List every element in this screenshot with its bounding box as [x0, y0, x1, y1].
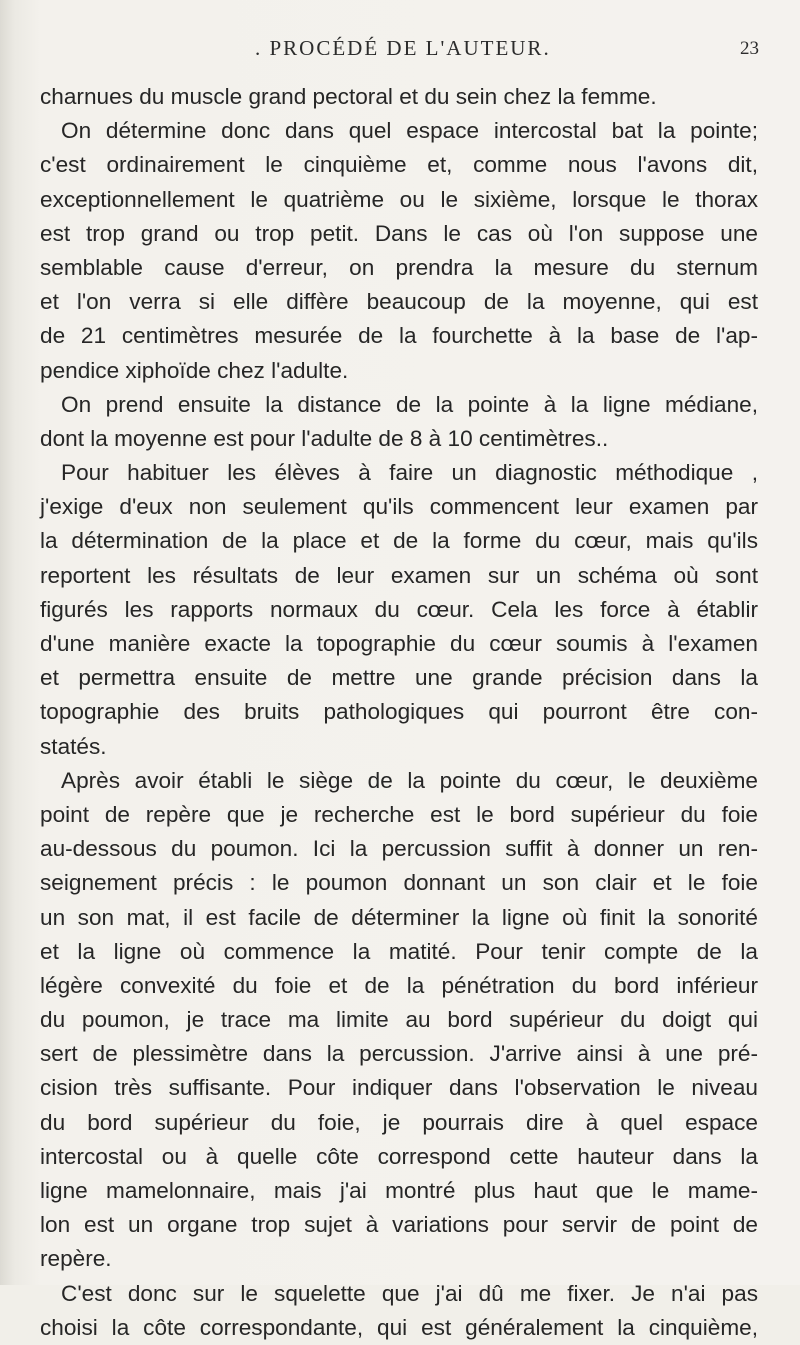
paragraph — [40, 1277, 758, 1345]
paragraph — [40, 114, 758, 388]
text-line: Après avoir établi le siège de la pointe du cœur, le deuxième — [61, 767, 758, 793]
text-line: au-dessous du poumon. Ici la percussion suffit à donner un ren- — [40, 836, 758, 862]
text-line: choisi la côte correspondante, qui est généralement la cinquième, — [40, 1314, 758, 1340]
paragraph — [40, 764, 758, 1277]
text-line: un son mat, il est facile de déterminer la ligne où finit la sonorité — [40, 904, 758, 930]
running-title: . PROCÉDÉ DE L'AUTEUR. — [255, 36, 551, 60]
page-number: 23 — [740, 38, 759, 59]
text-line: point de repère que je recherche est le bord supérieur du foie — [40, 801, 758, 827]
text-line: On prend ensuite la distance de la pointe à la ligne médiane, — [61, 391, 758, 417]
text-line: statés. — [40, 733, 107, 759]
text-line: Pour habituer les élèves à faire un diagnostic méthodique , — [61, 460, 758, 486]
text-line: du poumon, je trace ma limite au bord supérieur du doigt qui — [40, 1007, 758, 1033]
text-line: reportent les résultats de leur examen sur un schéma où sont — [40, 562, 758, 588]
text-line: ligne mamelonnaire, mais j'ai montré plus haut que le mame- — [40, 1178, 758, 1203]
text-line: cision très suffisante. Pour indiquer dans l'observation le niveau — [40, 1075, 758, 1101]
text-line: repère. — [40, 1246, 112, 1272]
text-line: lon est un organe trop sujet à variations pour servir de point de — [40, 1212, 758, 1238]
text-line: c'est ordinairement le cinquième et, comme nous l'avons dit, — [40, 152, 758, 178]
text-line: figurés les rapports normaux du cœur. Cela les force à établir — [40, 596, 758, 622]
text-line: et la ligne où commence la matité. Pour tenir compte de la — [40, 938, 758, 964]
text-line: est trop grand ou trop petit. Dans le cas où l'on suppose une — [40, 220, 758, 246]
text-line: et permettra ensuite de mettre une grande précision dans la — [40, 665, 758, 691]
text-line: On détermine donc dans quel espace intercostal bat la pointe; — [61, 118, 758, 144]
text-line: semblable cause d'erreur, on prendra la mesure du sternum — [40, 254, 758, 280]
text-line: intercostal ou à quelle côte correspond cette hauteur dans la — [40, 1143, 758, 1169]
paragraph — [40, 388, 758, 456]
text-line: charnues du muscle grand pectoral et du sein chez la femme. — [40, 84, 657, 109]
text-line: d'une manière exacte la topographie du cœur soumis à l'examen — [40, 631, 758, 656]
text-line: seignement précis : le poumon donnant un son clair et le foie — [40, 870, 758, 896]
paragraph — [40, 456, 758, 764]
text-line: topographie des bruits pathologiques qui pourront être con- — [40, 699, 758, 725]
body-text — [40, 80, 758, 1345]
text-line: sert de plessimètre dans la percussion. J'arrive ainsi à une pré- — [40, 1041, 758, 1067]
text-line: de 21 centimètres mesurée de la fourchette à la base de l'ap- — [40, 323, 758, 349]
text-line: dont la moyenne est pour l'adulte de 8 à 10 centimètres.. — [40, 425, 609, 451]
text-line: C'est donc sur le squelette que j'ai dû me fixer. Je n'ai pas — [61, 1280, 758, 1306]
text-line: j'exige d'eux non seulement qu'ils commencent leur examen par — [40, 494, 758, 520]
page-header — [0, 36, 800, 66]
text-line: légère convexité du foie et de la pénétration du bord inférieur — [40, 972, 758, 998]
paragraph — [40, 80, 758, 114]
text-line: la détermination de la place et de la forme du cœur, mais qu'ils — [40, 528, 758, 554]
text-line: pendice xiphoïde chez l'adulte. — [40, 357, 349, 383]
text-line: du bord supérieur du foie, je pourrais dire à quel espace — [40, 1109, 758, 1135]
text-line: exceptionnellement le quatrième ou le sixième, lorsque le thorax — [40, 186, 758, 212]
text-line: et l'on verra si elle diffère beaucoup de la moyenne, qui est — [40, 289, 758, 315]
